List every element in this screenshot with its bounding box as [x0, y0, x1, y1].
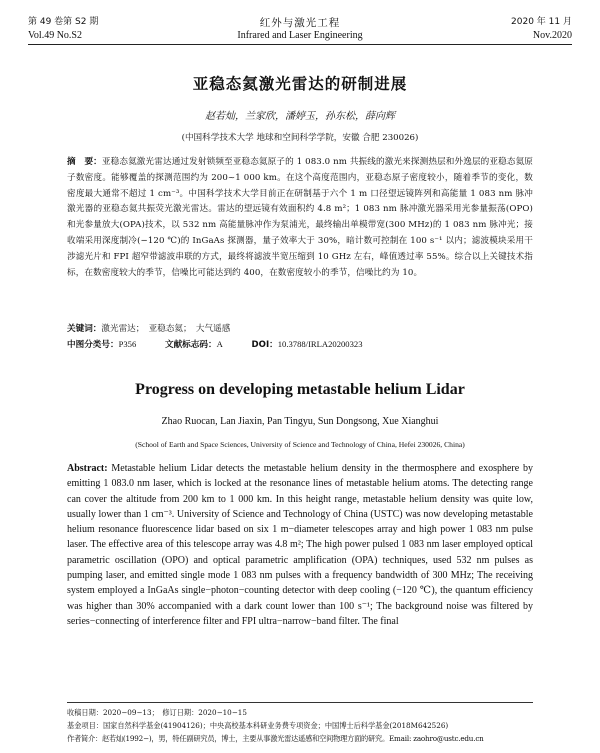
keywords-cn [67, 322, 533, 334]
authors-cn: 赵若灿，兰家欣，潘婷玉，孙东松，薛向辉 [205, 111, 395, 122]
abstract-cn-label: 摘 要： [67, 157, 102, 167]
authors-en: Zhao Ruocan, Lan Jiaxin, Pan Tingyu, Sun Dongsong, Xue Xianghui [161, 416, 439, 427]
affiliation-en: (School of Earth and Space Sciences, University of Science and Technology of China, Hefei 230026, China) [135, 440, 465, 449]
title-cn: 亚稳态氦激光雷达的研制进展 [192, 75, 408, 93]
doc-label: 文献标志码： [164, 340, 217, 350]
header-journal-cn: 红外与激光工程 [259, 17, 341, 29]
header-date-cn: 2020 年 11 月 [511, 17, 572, 27]
abstract-en [67, 461, 533, 709]
header-rule [28, 44, 572, 45]
footnote-rule [67, 702, 533, 703]
abstract-cn-text: 亚稳态氦激光雷达通过发射锁频至亚稳态氦原子的 1 083.0 nm 共振线的激光来探测热层和外逸层的亚稳态氦原子数密度。能够覆盖的探测范围约为 200~1 000 km。在这个高度范围内，亚稳态原子密度较小，随着季节的变化，数密度最大通常不超过 1 cm⁻³。中国科学技术大学目前正在研制基于六个 1 m 口径望远镜阵列和高能量 1 083 nm 脉冲激光器的亚稳态氦共振荧光激光雷达。雷达的望远镜有效面积约 4.8 m²；1 083 nm 脉冲激光器采用光参量振荡(OPO)和光参量放大(OPA)技术，以 532 nm 高能量脉冲作为泵浦光，最终输出单模带宽(300 MHz)的 1 083 nm 脉冲光；接收端采用深度制冷(−120 ℃)的 InGaAs 探测器，量子效率大于 30%，暗计数可控制在 100 s⁻¹ 以内；滤波模块采用干涉滤光片和 FPI 超窄带滤波串联的方式，最终将滤波半宽压缩到 10 GHz 左右，峰值透过率 55%。综合以上关键技术指标，在数密度较大的季节，信噪比可能达到约 400，在数密度较小的季节，信噪比约为 10。 [67, 157, 533, 278]
clc-value: P356 [118, 339, 137, 349]
footnote-fund: 基金项目：国家自然科学基金(41904126)；中央高校基本科研业务费专项资金；中国博士后科学基金(2018M642526) [67, 721, 449, 730]
footnote-author: 作者简介：赵若灿(1992−)，男，特任副研究员，博士，主要从事激光雷达遥感和空间物理方面的研究。Email: zaohro@ustc.edu.cn [67, 734, 484, 743]
doi-value: 10.3788/IRLA20200323 [277, 339, 363, 349]
affiliation-cn: (中国科学技术大学 地球和空间科学学院，安徽 合肥 230026) [181, 133, 419, 143]
abstract-cn [67, 155, 533, 317]
clc-label: 中图分类号： [67, 340, 119, 350]
keywords-cn-items: 激光雷达； 亚稳态氦； 大气遥感 [101, 324, 231, 334]
abstract-en-text: Metastable helium Lidar detects the metastable helium density in the thermosphere and exosphere by emitting 1 083.0 nm laser, which is locked at the resonance lines of metastable helium atoms. The detecting range can cover the altitude from 200 km to 1 000 km. In this height range, metastable helium density was quite low, usually lower than 1 cm⁻³. University of Science and Technology of China (USTC) was now developing metastable helium resonance fluorescence lidar based on six 1 m−diameter telescopes array and high power 1 083 nm pulse laser. The effective area of this telescope array was 4.8 m²; The high power pulsed 1 083 nm laser employed optical parametric oscillation (OPO) and optical parametric amplification (OPA) techniques, used 532 nm pulses as pumping laser, and emitted single mode 1 083 nm pulses with a frequency bandwidth of 300 MHz; The receiving system employed a InGaAs single−photon−counting detector with deep cooling (−120 ℃), the quantum efficiency was higher than 30% accompanied with a dark count lower than 100 s⁻¹; The background noise was filtered by series−connecting of interference filter and FPI ultra−narrow−band filter. The final [67, 463, 533, 627]
footnote-received: 收稿日期：2020−09−13； 修订日期：2020−10−15 [67, 708, 247, 717]
doc-value: A [216, 339, 223, 349]
header-date-en: Nov.2020 [532, 30, 572, 41]
doi-label: DOI： [251, 340, 278, 350]
header-journal-en: Infrared and Laser Engineering [237, 30, 363, 41]
header-issue-cn: 第 49 卷第 S2 期 [28, 17, 99, 27]
header-issue-en: Vol.49 No.S2 [28, 30, 82, 41]
title-en: Progress on developing metastable helium Lidar [135, 381, 465, 398]
abstract-en-label: Abstract: [67, 463, 108, 474]
classification-cn [67, 338, 533, 350]
keywords-cn-label: 关键词： [67, 324, 102, 334]
